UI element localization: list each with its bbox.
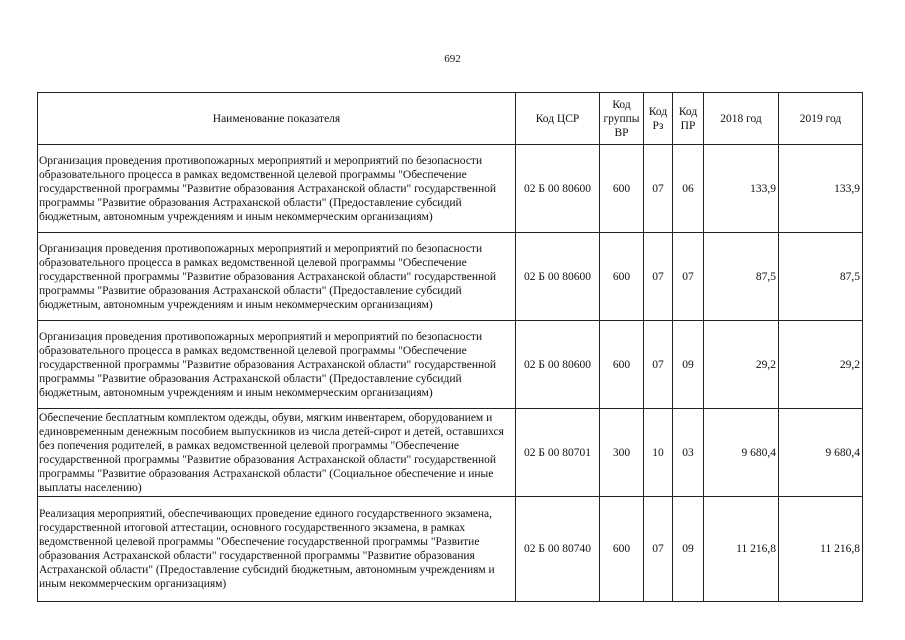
row-vr: 600 [600,233,644,321]
header-rz: Код Рз [644,93,673,145]
table-row [38,497,863,602]
budget-table [37,92,863,602]
page-number: 692 [444,53,461,65]
row-name: Обеспечение бесплатным комплектом одежды, обуви, мягким инвентарем, оборудованием и единовременным денежным пособием выпускников из числа детей-сирот и детей, оставшихся без попечения родителей, в рамках ведомственной целевой программы "Обеспечение государственной программы "Развитие образования Астраханской области" государственной программы "Развитие образования Астраханской области" (Социальное обеспечение и иные выплаты населению) [38,409,516,497]
row-2018: 11 216,8 [704,497,779,602]
header-row [38,93,863,145]
row-pr: 09 [673,321,704,409]
row-2019: 11 216,8 [779,497,863,602]
row-csr: 02 Б 00 80600 [516,145,600,233]
header-name: Наименование показателя [38,93,516,145]
row-2019: 9 680,4 [779,409,863,497]
row-name: Организация проведения противопожарных мероприятий и мероприятий по безопасности образовательного процесса в рамках ведомственной целевой программы "Обеспечение государственной программы "Развитие образования Астраханской области" государственной программы "Развитие образования Астраханской области" (Предоставление субсидий бюджетным, автономным учреждениям и иным некоммерческим организациям) [38,233,516,321]
row-csr: 02 Б 00 80701 [516,409,600,497]
row-pr: 03 [673,409,704,497]
row-2019: 133,9 [779,145,863,233]
row-rz: 07 [644,321,673,409]
row-vr: 600 [600,145,644,233]
row-csr: 02 Б 00 80600 [516,321,600,409]
row-2018: 133,9 [704,145,779,233]
row-2018: 29,2 [704,321,779,409]
table-row [38,409,863,497]
header-csr: Код ЦСР [516,93,600,145]
row-vr: 300 [600,409,644,497]
row-2018: 87,5 [704,233,779,321]
row-pr: 06 [673,145,704,233]
row-rz: 07 [644,497,673,602]
header-vr: Код группы ВР [600,93,644,145]
header-2019: 2019 год [779,93,863,145]
row-2019: 29,2 [779,321,863,409]
row-rz: 07 [644,233,673,321]
table-row [38,321,863,409]
row-name: Организация проведения противопожарных мероприятий и мероприятий по безопасности образовательного процесса в рамках ведомственной целевой программы "Обеспечение государственной программы "Развитие образования Астраханской области" государственной программы "Развитие образования Астраханской области" (Предоставление субсидий бюджетным, автономным учреждениям и иным некоммерческим организациям) [38,321,516,409]
row-name: Организация проведения противопожарных мероприятий и мероприятий по безопасности образовательного процесса в рамках ведомственной целевой программы "Обеспечение государственной программы "Развитие образования Астраханской области" государственной программы "Развитие образования Астраханской области" (Предоставление субсидий бюджетным, автономным учреждениям и иным некоммерческим организациям) [38,145,516,233]
row-vr: 600 [600,321,644,409]
header-2018: 2018 год [704,93,779,145]
header-pr: Код ПР [673,93,704,145]
table-row [38,233,863,321]
row-rz: 10 [644,409,673,497]
row-pr: 07 [673,233,704,321]
table-row [38,145,863,233]
row-csr: 02 Б 00 80600 [516,233,600,321]
row-pr: 09 [673,497,704,602]
row-2019: 87,5 [779,233,863,321]
row-name: Реализация мероприятий, обеспечивающих проведение единого государственного экзамена, государственной итоговой аттестации, основного государственного экзамена, в рамках ведомственной целевой программы "Обеспечение государственной программы "Развитие образования Астраханской области" государственной программы "Развитие образования Астраханской области" (Предоставление субсидий бюджетным, автономным учреждениям и иным некоммерческим организациям) [38,497,516,602]
row-2018: 9 680,4 [704,409,779,497]
row-csr: 02 Б 00 80740 [516,497,600,602]
row-rz: 07 [644,145,673,233]
row-vr: 600 [600,497,644,602]
